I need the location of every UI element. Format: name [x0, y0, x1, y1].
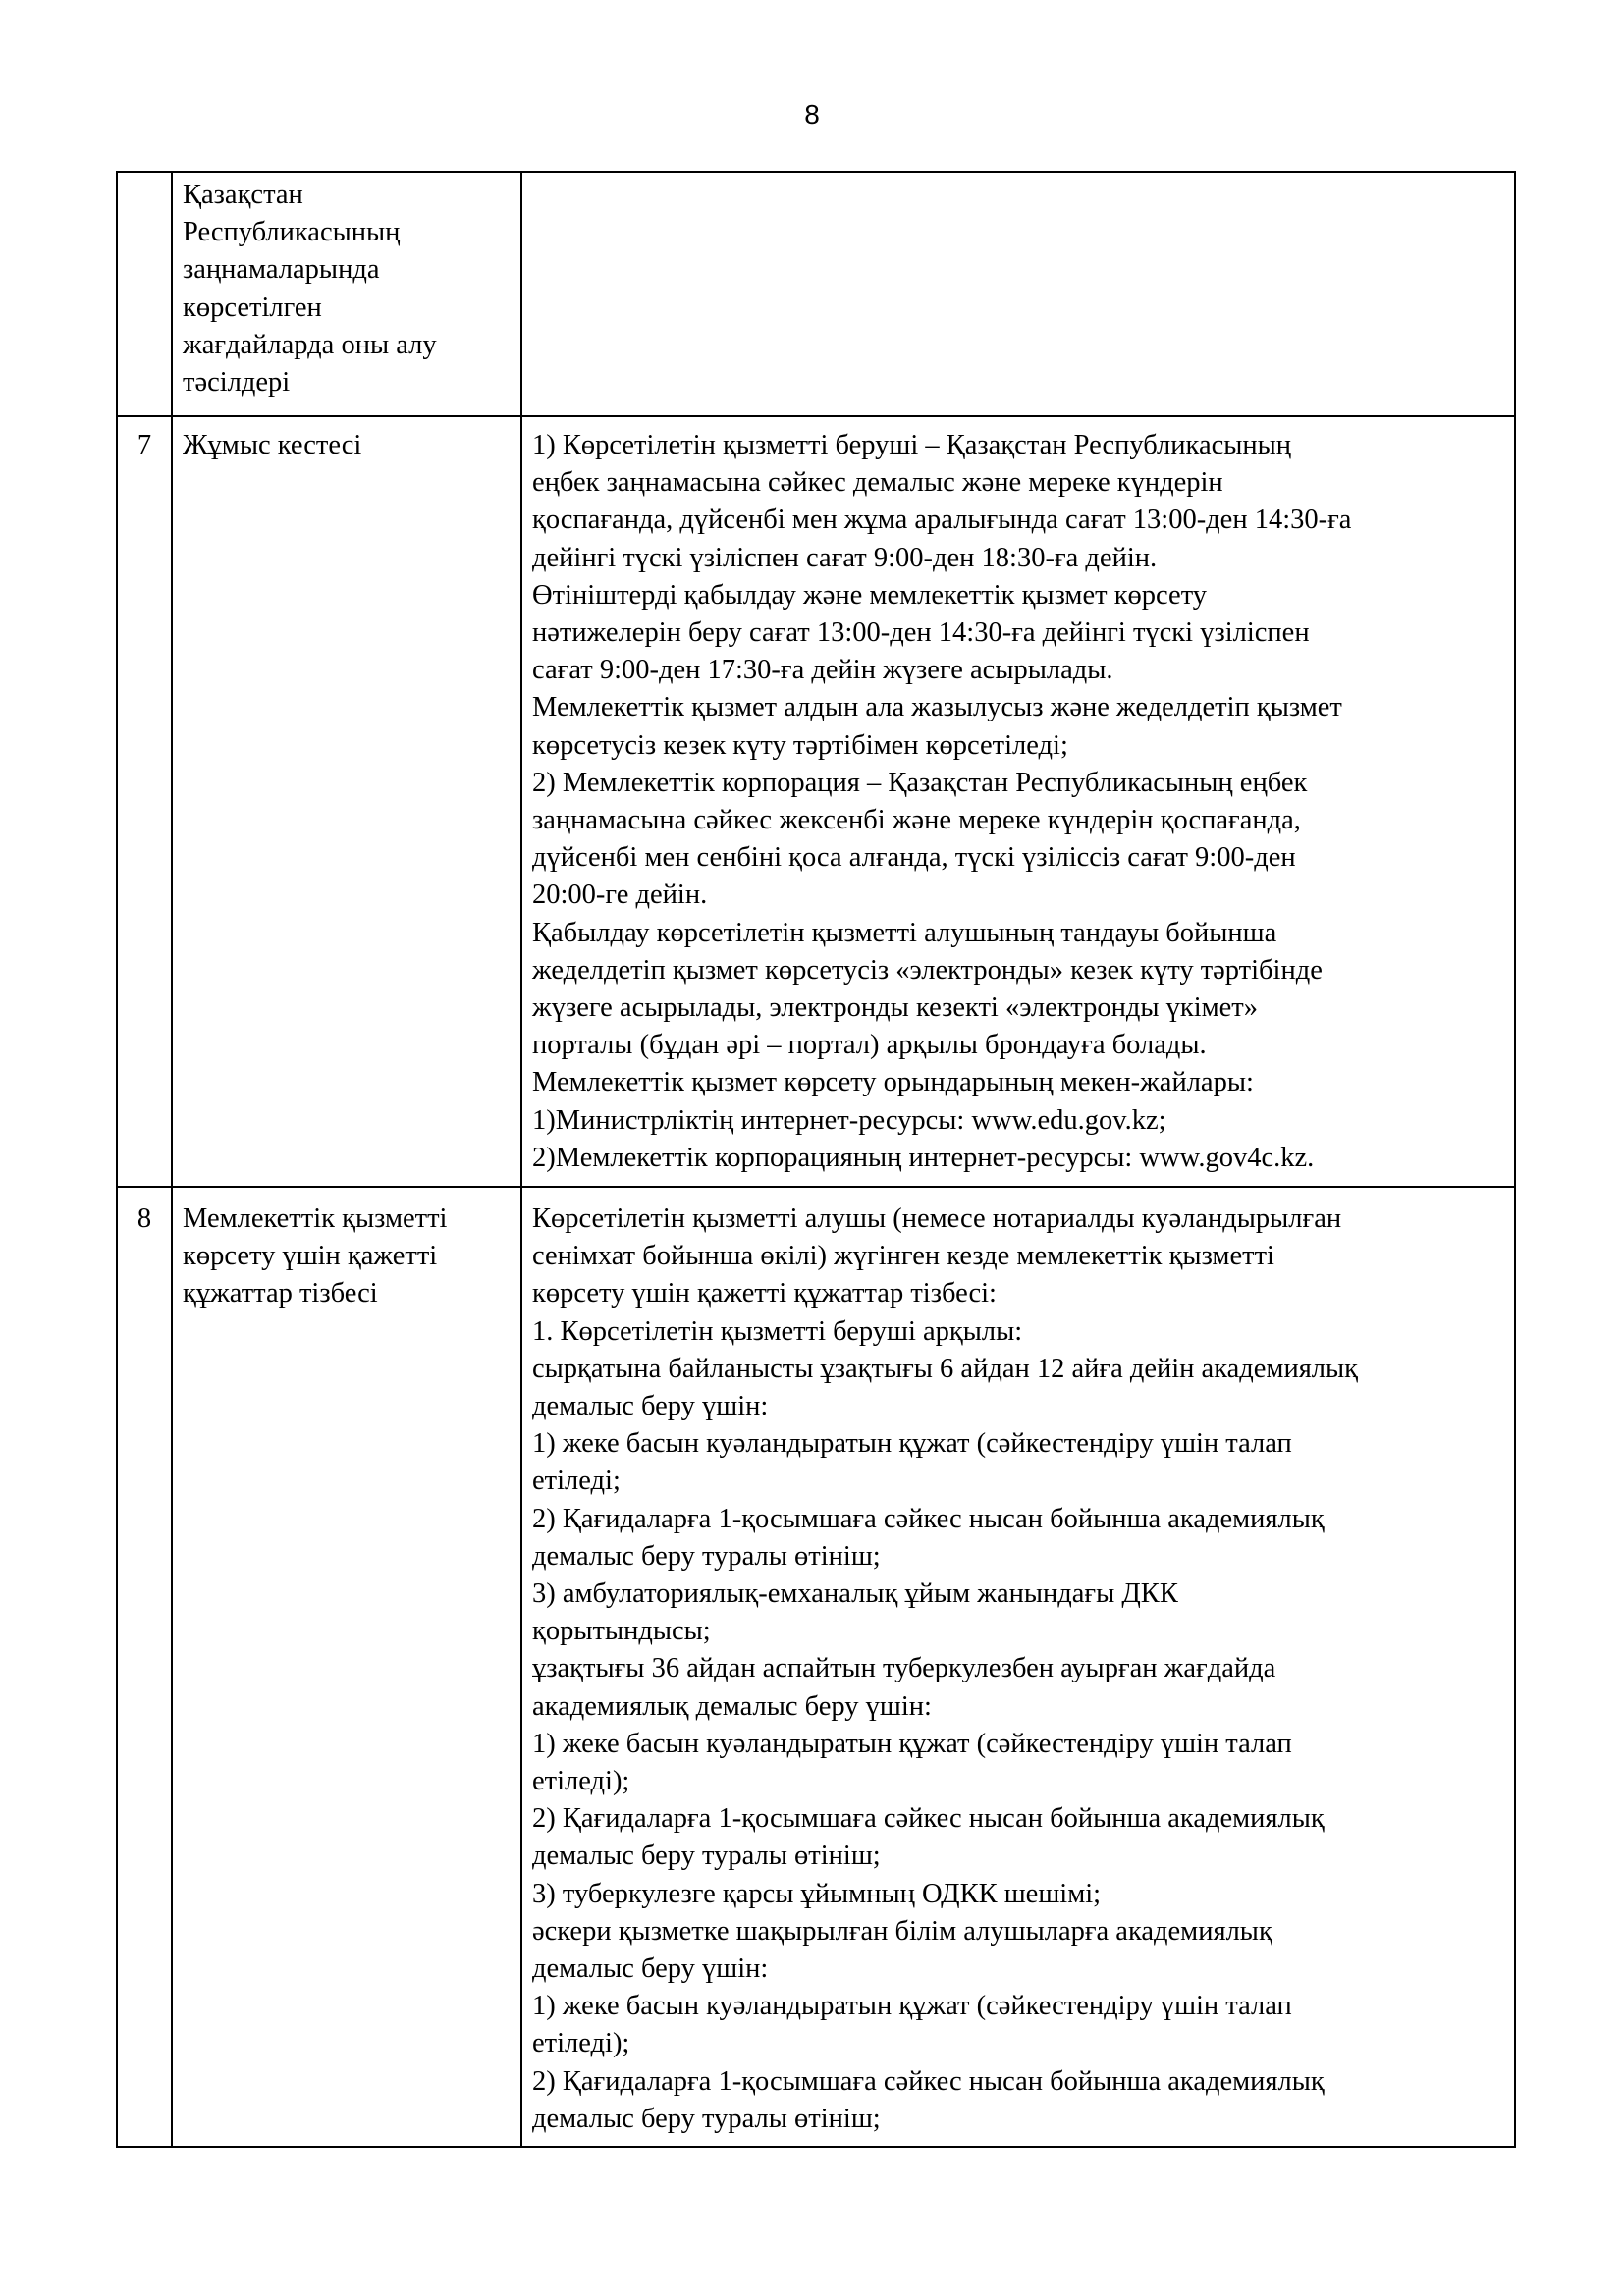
- description-line: 1) жеке басын куәландыратын құжат (сәйкестендіру үшін талап: [532, 1428, 1292, 1460]
- row-description-cell: [521, 416, 1515, 1187]
- description-line: 1) жеке басын куәландыратын құжат (сәйкестендіру үшін талап: [532, 1991, 1292, 2022]
- corporation-website-line: 2)Мемлекеттік корпорацияның интернет-ресурсы: www.gov4c.kz.: [532, 1142, 1315, 1173]
- description-line: көрсетусіз кезек күту тәртібімен көрсетіледі;: [532, 729, 1068, 761]
- description-line: демалыс беру туралы өтініш;: [532, 2103, 881, 2134]
- description-line: 2) Мемлекеттік корпорация – Қазақстан Республикасының еңбек: [532, 767, 1308, 798]
- description-line: нәтижелерін беру сағат 13:00-ден 14:30-ға дейінгі түскі үзіліспен: [532, 617, 1310, 649]
- row-number-cell: 7: [117, 416, 172, 1187]
- row-title-line: жағдайларда оны алу: [183, 329, 437, 360]
- description-line: демалыс беру үшін:: [532, 1953, 769, 1985]
- row-title-cell: [172, 416, 521, 1187]
- description-line: жүзеге асырылады, электронды кезекті «электронды үкімет»: [532, 992, 1258, 1024]
- description-line: демалыс беру үшін:: [532, 1391, 769, 1422]
- row-title-cell: [172, 1187, 521, 2147]
- description-line: қоспағанда, дүйсенбі мен жұма аралығында сағат 13:00-ден 14:30-ға: [532, 505, 1352, 536]
- ministry-website-line: 1)Министрліктің интернет-ресурсы: www.edu.gov.kz;: [532, 1104, 1166, 1136]
- row-description-cell: [521, 172, 1515, 416]
- description-line: жеделдетіп қызмет көрсетусіз «электронды» кезек күту тәртібінде: [532, 954, 1323, 986]
- row-title-cell: [172, 172, 521, 416]
- description-line: 2) Қағидаларға 1-қосымшаға сәйкес нысан бойынша академиялық: [532, 1803, 1325, 1835]
- description-line: демалыс беру туралы өтініш;: [532, 1540, 881, 1572]
- row-title-line: заңнамаларында: [183, 254, 380, 286]
- description-line: ұзақтығы 36 айдан аспайтын туберкулезбен ауырған жағдайда: [532, 1653, 1276, 1684]
- description-line: 3) амбулаториялық-емханалық ұйым жанындағы ДКК: [532, 1578, 1178, 1610]
- description-line: дейінгі түскі үзіліспен сағат 9:00-ден 18:30-ға дейін.: [532, 542, 1158, 573]
- table-row-continuation: [117, 172, 1515, 416]
- row-title-line: Мемлекеттік қызметті: [183, 1203, 448, 1234]
- row-number-cell: 8: [117, 1187, 172, 2147]
- description-line: академиялық демалыс беру үшін:: [532, 1690, 932, 1722]
- description-line: көрсету үшін қажетті құжаттар тізбесі:: [532, 1278, 997, 1309]
- service-standard-table: [116, 171, 1516, 2148]
- row-title-line: Қазақстан: [183, 180, 303, 210]
- description-line: Өтініштерді қабылдау және мемлекеттік қызмет көрсету: [532, 579, 1208, 611]
- description-line: Көрсетілетін қызметті алушы (немесе нотариалды куәландырылған: [532, 1203, 1342, 1234]
- row-number-cell: [117, 172, 172, 416]
- description-line: 1) Көрсетілетін қызметті беруші – Қазақстан Республикасының: [532, 430, 1292, 460]
- description-line: етіледі);: [532, 2028, 630, 2059]
- description-line: әскери қызметке шақырылған білім алушыларға академиялық: [532, 1915, 1272, 1947]
- description-line: демалыс беру туралы өтініш;: [532, 1841, 881, 1872]
- description-line: Мемлекеттік қызмет алдын ала жазылусыз және жеделдетіп қызмет: [532, 692, 1342, 723]
- table-row-required-documents: [117, 1187, 1515, 2147]
- description-line: заңнамасына сәйкес жексенбі және мереке күндерін қоспағанда,: [532, 805, 1301, 836]
- row-title-line: көрсетілген: [183, 292, 322, 323]
- description-line: еңбек заңнамасына сәйкес демалыс және мереке күндерін: [532, 467, 1223, 499]
- row-description-cell: [521, 1187, 1515, 2147]
- row-title-line: Жұмыс кестесі: [183, 430, 362, 460]
- description-line: етіледі);: [532, 1766, 630, 1797]
- description-line: 3) туберкулезге қарсы ұйымның ОДКК шешімі;: [532, 1878, 1102, 1909]
- description-line: 2) Қағидаларға 1-қосымшаға сәйкес нысан бойынша академиялық: [532, 1503, 1325, 1534]
- description-line: 1. Көрсетілетін қызметті беруші арқылы:: [532, 1315, 1023, 1347]
- description-line: қорытындысы;: [532, 1616, 711, 1647]
- description-line: Қабылдау көрсетілетін қызметті алушының тандауы бойынша: [532, 917, 1277, 948]
- description-line: сырқатына байланысты ұзақтығы 6 айдан 12 айға дейін академиялық: [532, 1353, 1359, 1384]
- page-number: 8: [804, 99, 820, 130]
- row-title-line: Республикасының: [183, 217, 401, 248]
- row-title-line: құжаттар тізбесі: [183, 1278, 378, 1309]
- description-line: етіледі;: [532, 1466, 621, 1497]
- description-line: 2) Қағидаларға 1-қосымшаға сәйкес нысан бойынша академиялық: [532, 2065, 1325, 2097]
- row-title-line: тәсілдері: [183, 367, 291, 399]
- description-line: 1) жеке басын куәландыратын құжат (сәйкестендіру үшін талап: [532, 1728, 1292, 1759]
- description-line: Мемлекеттік қызмет көрсету орындарының мекен-жайлары:: [532, 1067, 1254, 1098]
- description-line: порталы (бұдан әрі – портал) арқылы брондауға болады.: [532, 1030, 1207, 1061]
- row-title-line: көрсету үшін қажетті: [183, 1241, 438, 1272]
- description-line: 20:00-ге дейін.: [532, 880, 708, 911]
- description-line: дүйсенбі мен сенбіні қоса алғанда, түскі үзіліссіз сағат 9:00-ден: [532, 842, 1296, 874]
- description-line: сағат 9:00-ден 17:30-ға дейін жүзеге асырылады.: [532, 655, 1113, 686]
- table-row-work-schedule: [117, 416, 1515, 1187]
- description-line: сенімхат бойынша өкілі) жүгінген кезде мемлекеттік қызметті: [532, 1241, 1274, 1272]
